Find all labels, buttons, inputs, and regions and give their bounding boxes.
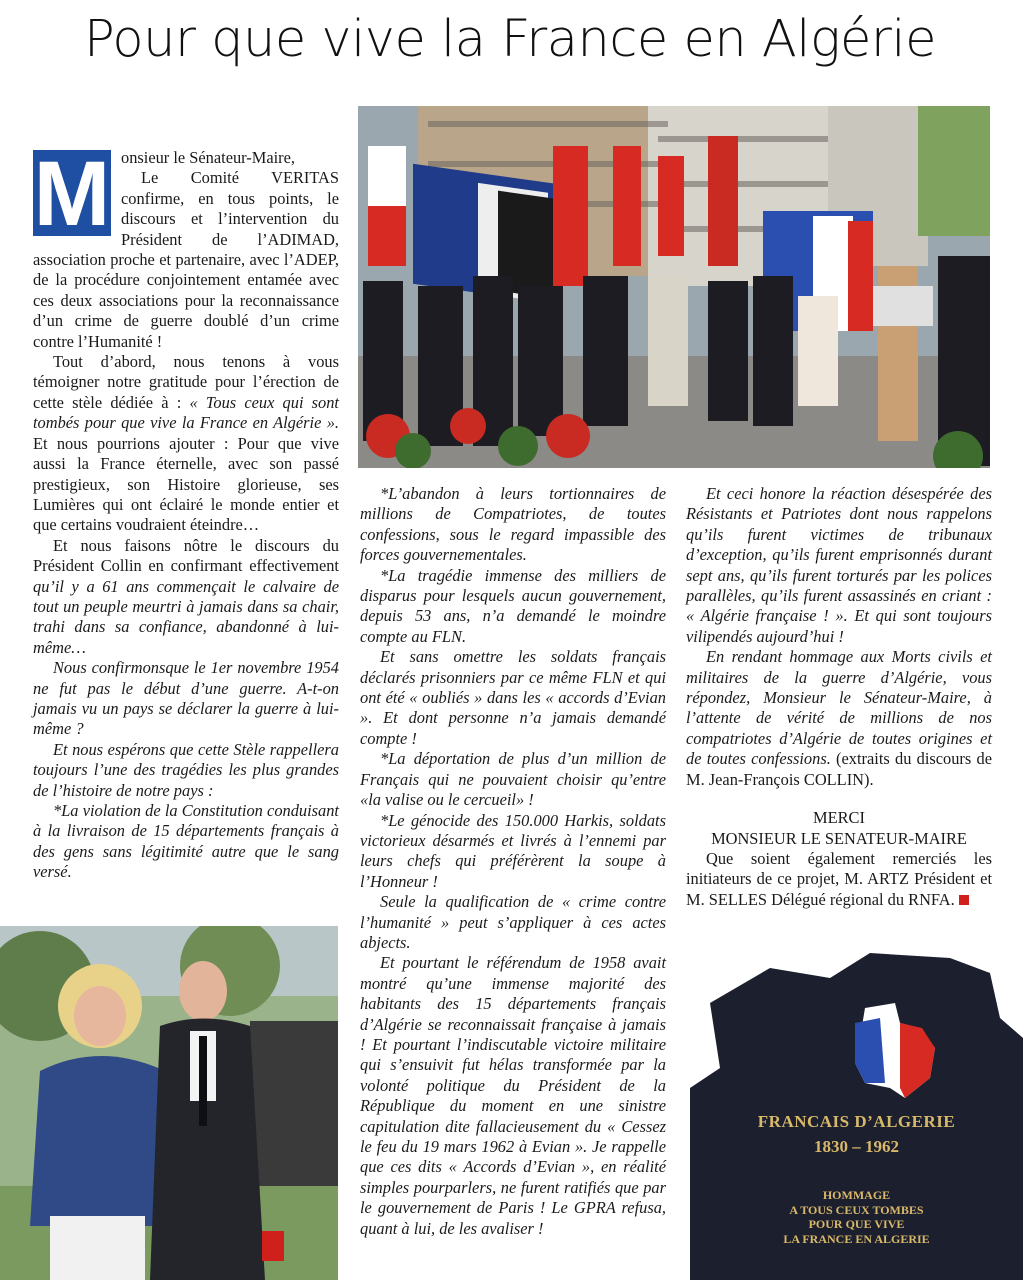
paragraph: Et pourtant le référendum de 1958 avait montré qu’une immense majorité des habitants des 15 départements français d’Algérie se reconnaissait française à jamais ! Et pourtant l’indiscutable victoire militaire qui s’ensuivit fut hélas transformée par la volonté politique du Président de la République du moment en une sinistre capitulation dite fallacieusement du « Cessez le feu du 19 mars 1962 à Evian ». Je rappelle que ces dits « Accords d’Evian », en réalité simples pourparlers, ne furent ratifiés que par le gouvernement de Paris ! Le GPRA refusa, quant à lui, de les avaliser !: [360, 953, 666, 1238]
memorial-dates: 1830 – 1962: [814, 1137, 899, 1156]
quote: « Tous ceux qui sont tombés pour que vive la France en Algérie ».: [33, 392, 339, 433]
thanks-subheading: MONSIEUR LE SENATEUR-MAIRE: [711, 828, 967, 848]
paragraph: *Le génocide des 150.000 Harkis, soldats victorieux désarmés et livrés à l’ennemi par leurs chefs qui préférèrent la soupe à l’Honneur !: [360, 810, 666, 891]
article-column-2: [360, 484, 666, 1239]
hommage-line: LA FRANCE EN ALGERIE: [783, 1231, 930, 1246]
article-column-1: [33, 143, 339, 883]
text: Et nous faisons nôtre le discours du Président Collin en confirmant effectivement: [33, 535, 339, 576]
paragraph: *La tragédie immense des milliers de disparus pour lesquels aucun gouvernement, depuis 53 ans, n’a demandé le moindre compte au FLN.: [360, 565, 666, 646]
paragraph: Nous confirmonsque le 1er novembre 1954 ne fut pas le début d’une guerre. A-t-on jamais vu un pays se déclarer la guerre à lui-même ?: [33, 658, 339, 739]
text: Que soient également remerciés les initiateurs de ce projet, M. ARTZ Président et M. SELLES Délégué régional du RNFA.: [686, 848, 992, 909]
paragraph: [33, 352, 339, 536]
thanks-heading: MERCI: [813, 808, 865, 828]
hommage-line: A TOUS CEUX TOMBES: [789, 1202, 924, 1217]
text: Et nous pourrions ajouter : Pour que vive aussi la France éternelle, avec son passé prestigieux, son Histoire glorieuse, ses Lumières qui ont éclairé le monde entier et que certains voudraient éteindre…: [33, 433, 339, 535]
ceremony-photo: [358, 106, 990, 468]
portrait-photo: [0, 926, 338, 1280]
paragraph: [686, 647, 992, 790]
memorial-hommage: [690, 1188, 1023, 1246]
page-title: Pour que vive la France en Algérie: [84, 10, 936, 69]
attribution: (extraits du discours de M. Jean-François COLLIN).: [686, 749, 992, 789]
paragraph: [686, 849, 992, 910]
paragraph: Seule la qualification de « crime contre l’humanité » peut s’appliquer à ces actes abjects.: [360, 892, 666, 952]
drop-cap: M: [33, 143, 111, 245]
end-mark-icon: [959, 895, 969, 905]
text: En rendant hommage aux Morts civils et militaires de la guerre d’Algérie, vous répondez, Monsieur le Sénateur-Maire, à l’attente de vérité de millions de nos compatriotes d’Algérie de toutes origines et de toutes confessions.: [686, 647, 992, 769]
paragraph: *La déportation de plus d’un million de Français qui ne pouvaient choisir qu’entre «la valise ou le cercueil» !: [360, 749, 666, 810]
paragraph: Et ceci honore la réaction désespérée des Résistants et Patriotes dont nous rappelons qu’ils furent victimes de tribunaux d’exception, qu’ils furent emprisonnés durant sept ans, qu’ils furent torturés par les polices parallèles, qu’ils furent assassinés en criant : « Algérie française ! ». Et qui sont toujours vilipendés aujourd’hui !: [686, 484, 992, 646]
paragraph: [33, 536, 339, 658]
paragraph: *La violation de la Constitution conduisant à la livraison de 15 départements français à des gens sans légitimité autre que le sang versé.: [33, 801, 339, 882]
memorial-plaque: [690, 948, 1023, 1280]
text: Tout d’abord, nous tenons à vous témoigner notre gratitude pour l’érection de cette stèle dédiée à :: [33, 352, 339, 412]
paragraph: Et nous espérons que cette Stèle rappellera toujours l’une des tragédies les plus grandes de l’histoire de notre pays :: [33, 739, 339, 800]
paragraph: *L’abandon à leurs tortionnaires de millions de Compatriotes, de toutes confessions, sous le regard impassible des forces gouvernementales.: [360, 484, 666, 565]
memorial-title: FRANCAIS D’ALGERIE: [757, 1112, 956, 1131]
quote: qu’il y a 61 ans commençait le calvaire de tout un peuple meurtri à jamais dans sa chair, trahi dans sa confiance, abandonné à lui-même…: [33, 576, 339, 657]
paragraph: Et sans omettre les soldats français déclarés prisonniers par ce même FLN et qui ont été « oubliés » dans les « accords d’Evian ». Et dont personne n’a jamais demandé compte !: [360, 647, 666, 748]
hommage-line: POUR QUE VIVE: [808, 1217, 905, 1231]
paragraph: Le Comité VERITAS confirme, en tous points, le discours et l’intervention du Président de l’ADIMAD, association proche et partenaire, avec l’ADEP, de la procédure conjointement entamée avec ces deux associations pour la reconnaissance d’un crime de guerre doublé d’un crime contre l’Humanité !: [33, 168, 339, 351]
salutation: onsieur le Sénateur-Maire,: [121, 148, 295, 167]
article-column-3: [686, 484, 992, 910]
hommage-line: HOMMAGE: [822, 1188, 891, 1202]
